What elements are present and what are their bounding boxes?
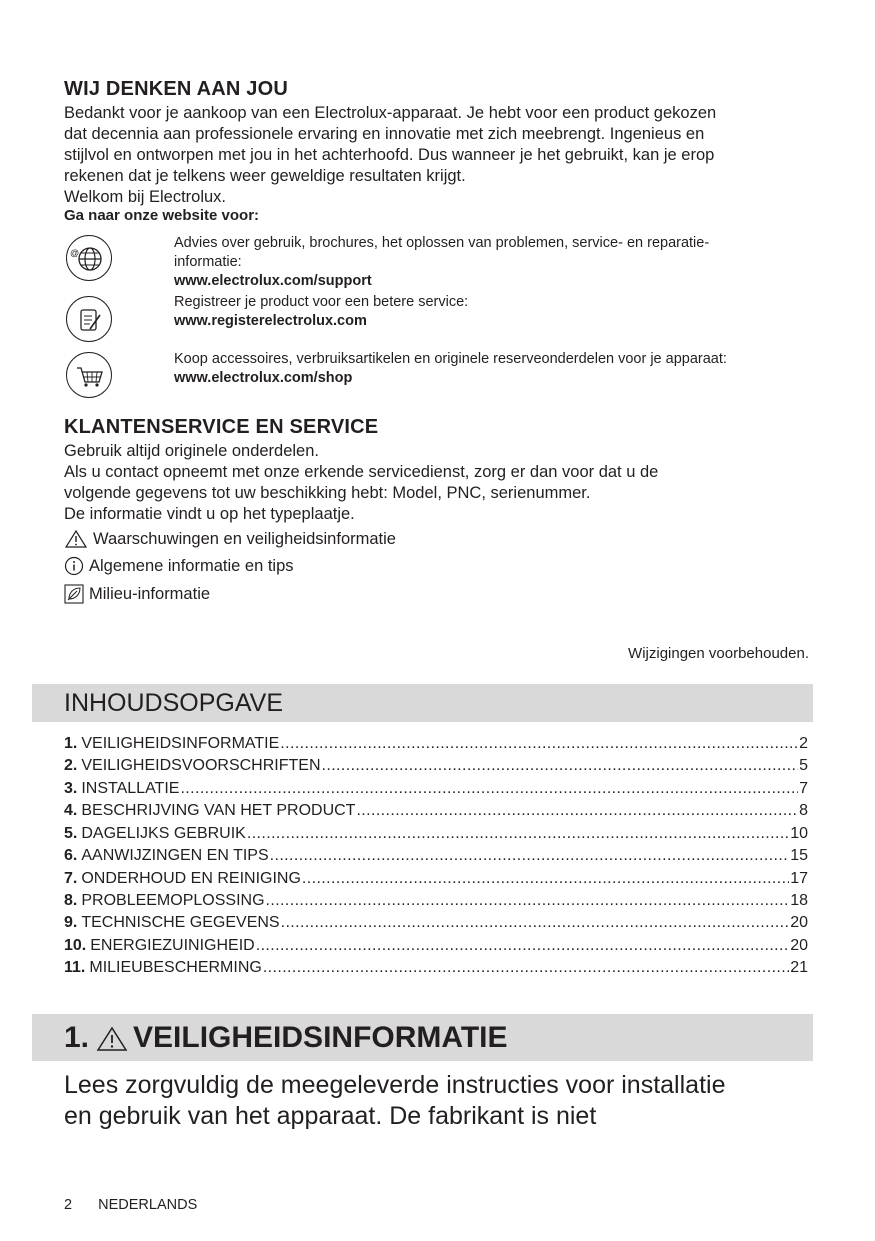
toc-item[interactable] (64, 735, 808, 757)
toc-title: INHOUDSOPGAVE (64, 689, 284, 717)
section1-intro (64, 1070, 725, 1132)
legend-info (64, 556, 294, 576)
toc-item-label: ENERGIEZUINIGHEID (90, 937, 255, 954)
customer-service-line: volgende gegevens tot uw beschikking hebt: Model, PNC, serienummer. (64, 484, 591, 502)
toc-item-page: 7 (799, 780, 808, 797)
toc-dot-leader (270, 847, 790, 865)
toc-item-page: 17 (790, 870, 808, 887)
toc-item-page: 18 (790, 892, 808, 909)
legend-warning-label: Waarschuwingen en veiligheidsinformatie (93, 529, 396, 548)
customer-service-line: Gebruik altijd originele onderdelen. (64, 442, 319, 460)
toc-dot-leader (180, 780, 798, 798)
toc-item-label: VEILIGHEIDSINFORMATIE (81, 735, 280, 752)
toc-item-page: 8 (799, 802, 808, 819)
register-url-link[interactable]: www.registerelectrolux.com (174, 313, 367, 329)
toc-dot-leader (322, 757, 799, 775)
toc-item-page: 5 (799, 757, 808, 774)
shop-url-link[interactable]: www.electrolux.com/shop (174, 370, 353, 386)
toc-dot-leader (280, 735, 798, 753)
toc-item[interactable] (64, 802, 808, 824)
welcome-line: dat decennia aan professionele ervaring en innovatie met zich meebrengt. Ingenieus en (64, 125, 705, 143)
page-footer (64, 1197, 197, 1213)
customer-service-title: KLANTENSERVICE EN SERVICE (64, 416, 379, 438)
toc-item-page: 21 (790, 959, 808, 976)
toc-item-label: AANWIJZINGEN EN TIPS (81, 847, 269, 864)
welcome-paragraph (64, 103, 716, 208)
toc-item-label: TECHNISCHE GEGEVENS (81, 914, 280, 931)
toc-item-number: 9. (64, 914, 78, 931)
toc-item-number: 2. (64, 757, 78, 774)
section1-title: VEILIGHEIDSINFORMATIE (133, 1021, 508, 1054)
toc-item-page: 15 (790, 847, 808, 864)
info-icon (64, 556, 84, 576)
welcome-line: rekenen dat je telkens weer geweldige resultaten krijgt. (64, 167, 466, 185)
toc-item-number: 7. (64, 870, 78, 887)
toc-dot-leader (302, 870, 789, 888)
section1-header-band (32, 1014, 813, 1061)
toc-item-label: ONDERHOUD EN REINIGING (81, 870, 301, 887)
warning-icon (95, 1024, 129, 1052)
toc-item-number: 8. (64, 892, 78, 909)
toc-item-page: 20 (790, 914, 808, 931)
toc-dot-leader (263, 959, 789, 977)
warning-icon (64, 529, 88, 549)
toc-dot-leader (247, 825, 789, 843)
toc-item[interactable] (64, 892, 808, 914)
toc-item-label: PROBLEEMOPLOSSING (81, 892, 265, 909)
toc-item-number: 10. (64, 937, 87, 954)
shop-description: Koop accessoires, verbruiksartikelen en originele reserveonderdelen voor je apparaat: (174, 351, 727, 367)
toc-dot-leader (356, 802, 798, 820)
customer-service-line: Als u contact opneemt met onze erkende servicedienst, zorg er dan voor dat u de (64, 463, 659, 481)
toc-item[interactable] (64, 937, 808, 959)
toc-item[interactable] (64, 847, 808, 869)
globe-icon (66, 235, 112, 281)
welcome-line: Welkom bij Electrolux. (64, 188, 226, 206)
register-icon (66, 296, 112, 342)
toc-item-label: DAGELIJKS GEBRUIK (81, 825, 246, 842)
support-description: informatie: (174, 254, 242, 270)
toc-item-number: 6. (64, 847, 78, 864)
legend-warning (64, 529, 396, 549)
toc-item[interactable] (64, 870, 808, 892)
legend-info-label: Algemene informatie en tips (89, 556, 294, 575)
toc-item[interactable] (64, 757, 808, 779)
welcome-line: Bedankt voor je aankoop van een Electrolux-apparaat. Je hebt voor een product gekozen (64, 104, 717, 122)
leaf-icon (64, 584, 84, 604)
customer-service-line: De informatie vindt u op het typeplaatje. (64, 505, 355, 523)
section1-intro-line: en gebruik van het apparaat. De fabrikant is niet (64, 1102, 597, 1130)
toc-item-label: VEILIGHEIDSVOORSCHRIFTEN (81, 757, 321, 774)
toc-dot-leader (281, 914, 790, 932)
toc-dot-leader (256, 937, 789, 955)
toc-item-page: 2 (799, 735, 808, 752)
toc-item-page: 10 (790, 825, 808, 842)
toc-item-number: 11. (64, 959, 86, 976)
welcome-line: stijlvol en ontworpen met jou in het achterhoofd. Dus wanneer je het gebruikt, kan je erop (64, 146, 715, 164)
toc-item[interactable] (64, 780, 808, 802)
section1-intro-line: Lees zorgvuldig de meegeleverde instructies voor installatie (64, 1071, 726, 1099)
register-link-block (174, 293, 468, 331)
toc-item-number: 3. (64, 780, 78, 797)
legend-environment (64, 584, 210, 604)
toc-item-number: 4. (64, 802, 78, 819)
section1-heading (64, 1021, 508, 1055)
page-number: 2 (64, 1197, 73, 1213)
svg-text:@: @ (70, 248, 80, 258)
toc-header-band (32, 684, 813, 722)
welcome-title: WIJ DENKEN AAN JOU (64, 78, 288, 100)
customer-service-paragraph (64, 441, 658, 525)
changes-note: Wijzigingen voorbehouden. (628, 645, 809, 662)
toc-item-number: 1. (64, 735, 78, 752)
legend-environment-label: Milieu-informatie (89, 584, 211, 603)
toc-item-page: 20 (790, 937, 808, 954)
toc-item-label: INSTALLATIE (81, 780, 180, 797)
shopping-cart-icon (66, 352, 112, 398)
toc-item-label: MILIEUBESCHERMING (89, 959, 262, 976)
toc-item-label: BESCHRIJVING VAN HET PRODUCT (81, 802, 356, 819)
toc-item[interactable] (64, 825, 808, 847)
toc-item-number: 5. (64, 825, 78, 842)
shop-link-block (174, 350, 727, 388)
register-description: Registreer je product voor een betere service: (174, 294, 469, 310)
website-label: Ga naar onze website voor: (64, 207, 260, 224)
section1-number: 1. (64, 1021, 90, 1054)
toc-dot-leader (266, 892, 790, 910)
support-description: Advies over gebruik, brochures, het oplossen van problemen, service- en reparatie- (174, 235, 710, 251)
toc-item[interactable] (64, 959, 808, 981)
toc-item[interactable] (64, 914, 808, 936)
support-link-block (174, 234, 709, 291)
support-url-link[interactable]: www.electrolux.com/support (174, 273, 372, 289)
footer-language: NEDERLANDS (98, 1197, 198, 1213)
